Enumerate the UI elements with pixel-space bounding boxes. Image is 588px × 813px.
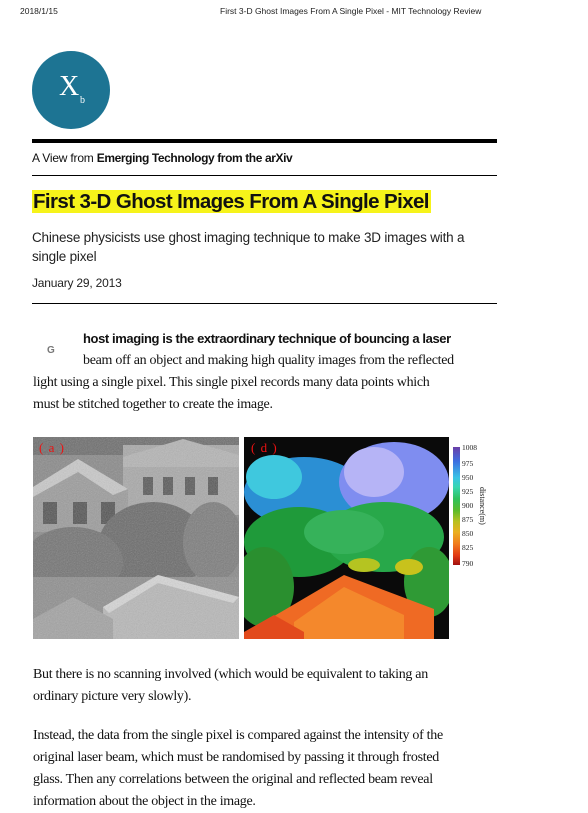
- top-rule: [32, 139, 497, 143]
- divider-rule: [32, 303, 497, 304]
- lead-sentence: host imaging is the extraordinary technique of bouncing a laser: [83, 331, 451, 346]
- paragraph-line: light using a single pixel. This single pixel records many data points which: [33, 375, 430, 390]
- article-headline: [32, 190, 431, 214]
- paragraph-line: Instead, the data from the single pixel is compared against the intensity of the: [33, 728, 443, 743]
- colorbar-tick: 850: [462, 529, 474, 538]
- depth-map-image: [244, 437, 449, 639]
- divider-rule: [32, 175, 497, 176]
- grayscale-ghost-image: [33, 437, 239, 639]
- logo-subscript: b: [80, 95, 85, 106]
- colorbar-tick: 950: [462, 473, 474, 482]
- panel-a-label: ( a ): [39, 440, 65, 455]
- series-name-link[interactable]: Emerging Technology from the arXiv: [96, 151, 293, 165]
- colorbar-tick: 975: [462, 459, 474, 468]
- paragraph-line: must be stitched together to create the image.: [33, 397, 273, 412]
- series-byline: [32, 151, 292, 165]
- drop-cap: G: [47, 345, 55, 356]
- article-date: January 29, 2013: [32, 276, 122, 290]
- print-page-title: First 3-D Ghost Images From A Single Pixel - MIT Technology Review: [220, 6, 482, 16]
- paragraph-line: ordinary picture very slowly).: [33, 689, 192, 704]
- blog-logo[interactable]: [32, 51, 110, 129]
- colorbar-tick: 925: [462, 487, 474, 496]
- article-dek: Chinese physicists use ghost imaging technique to make 3D images with a single pixel: [32, 230, 465, 264]
- paragraph-line: beam off an object and making high quality images from the reflected: [83, 353, 454, 368]
- colorbar-tick: 900: [462, 501, 474, 510]
- paragraph-line: But there is no scanning involved (which would be equivalent to taking an: [33, 667, 428, 682]
- colorbar-tick: 1008: [462, 443, 477, 452]
- colorbar-tick: 875: [462, 515, 474, 524]
- colorbar-tick: 825: [462, 543, 474, 552]
- print-date: 2018/1/15: [20, 6, 58, 16]
- paragraph-line: information about the object in the image.: [33, 794, 256, 809]
- logo-letter: X: [59, 71, 80, 102]
- colorbar-tick: 790: [462, 559, 474, 568]
- paragraph-line: original laser beam, which must be randomised by passing it through frosted: [33, 750, 439, 765]
- print-header: [20, 6, 568, 18]
- series-prefix: A View from: [32, 151, 97, 165]
- panel-d-label: ( d ): [251, 440, 278, 455]
- colorbar-title: distance(m): [478, 487, 487, 525]
- headline-text: First 3-D Ghost Images From A Single Pixel: [33, 190, 429, 213]
- depth-colorbar: [453, 447, 460, 565]
- paragraph-line: glass. Then any correlations between the original and reflected beam reveal: [33, 772, 433, 787]
- article-figure: [33, 437, 495, 639]
